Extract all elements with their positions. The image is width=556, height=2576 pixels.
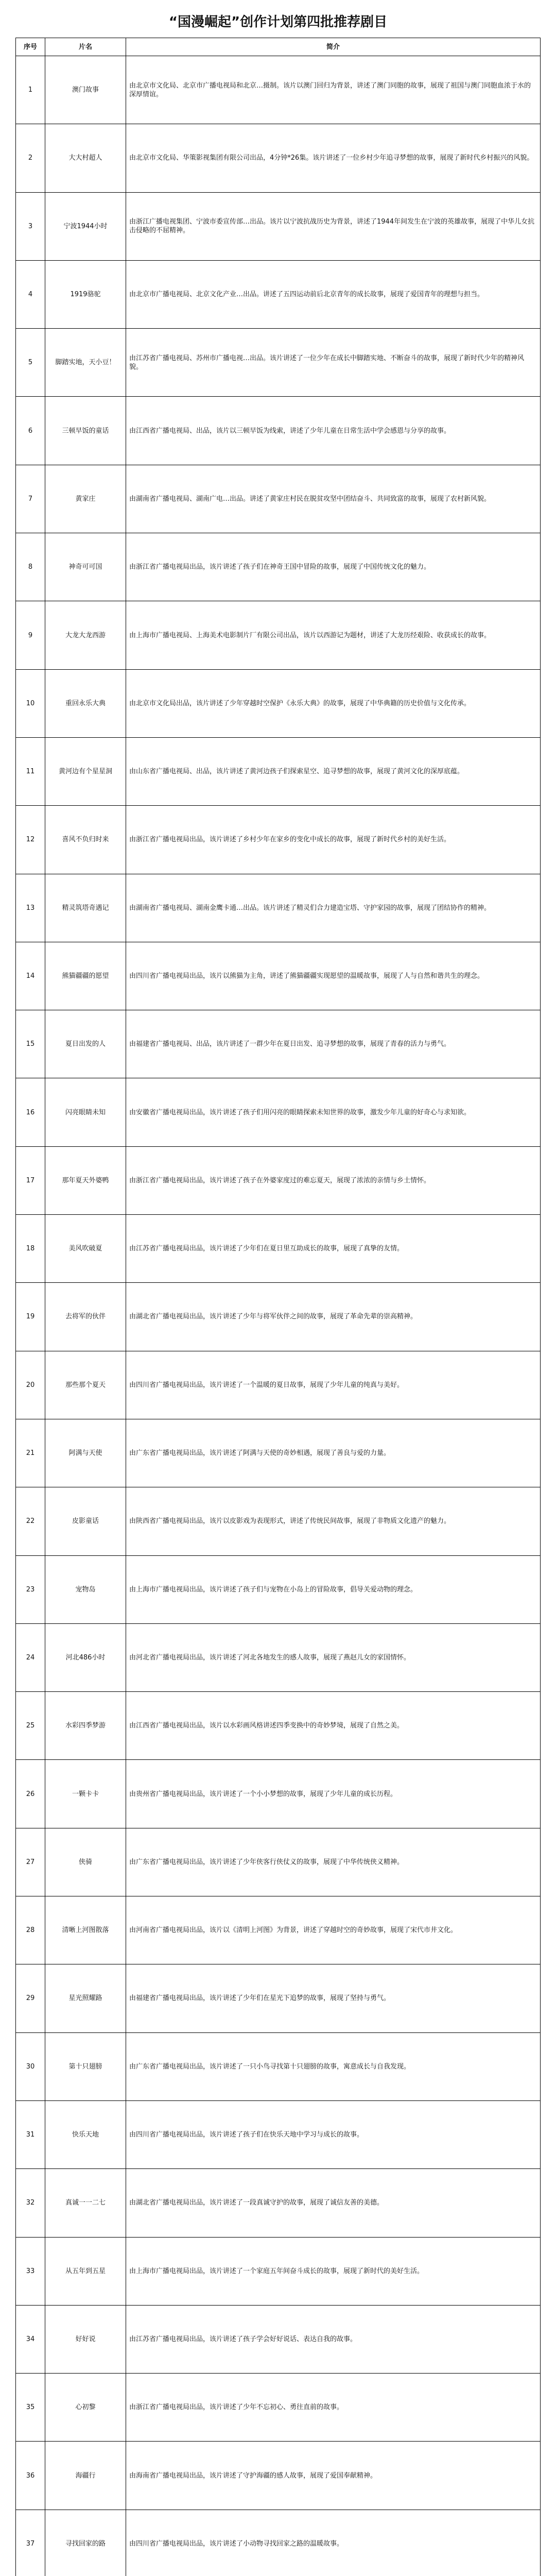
row-number: 30 [16,2032,45,2100]
row-description: 由四川省广播电视局出品，该片以熊猫为主角，讲述了熊猫疆疆实现愿望的温暖故事，展现了人与自然和谐共生的理念。 [126,942,541,1010]
row-description: 由北京市文化局、华策影视集团有限公司出品，4分钟*26集。该片讲述了一位乡村少年追寻梦想的故事，展现了新时代乡村振兴的风貌。 [126,124,541,192]
row-description: 由浙江省广播电视局出品，该片讲述了孩子在外婆家度过的难忘夏天，展现了浓浓的亲情与乡土情怀。 [126,1146,541,1214]
row-number: 29 [16,1964,45,2032]
table-row [16,874,541,942]
row-description: 由湖南省广播电视局、湖南金鹰卡通…出品。该片讲述了精灵们合力建造宝塔、守护家园的故事，展现了团结协作的精神。 [126,874,541,942]
table-row [16,2100,541,2168]
table-row [16,1010,541,1078]
table-row [16,1623,541,1691]
row-number: 9 [16,601,45,669]
table-row [16,192,541,260]
row-number: 20 [16,1351,45,1419]
row-title: 那年夏天外婆鸭 [45,1146,126,1214]
row-description: 由上海市广播电视局出品，该片讲述了一个家庭五年间奋斗成长的故事，展现了新时代的美好生活。 [126,2237,541,2305]
row-title: 从五年到五星 [45,2237,126,2305]
table-row [16,2374,541,2442]
recommendation-table [15,38,541,2576]
row-description: 由湖北省广播电视局出品，该片讲述了一段真诚守护的故事，展现了诚信友善的美德。 [126,2169,541,2237]
row-number: 2 [16,124,45,192]
row-title: 脚踏实地，天小豆！ [45,329,126,397]
row-description: 由北京市广播电视局、北京文化产业…出品。讲述了五四运动前后北京青年的成长故事，展现了爱国青年的理想与担当。 [126,260,541,328]
row-title: 精灵筑塔奇遇记 [45,874,126,942]
row-number: 37 [16,2510,45,2576]
row-title: 去将军的伙伴 [45,1283,126,1351]
row-description: 由广东省广播电视局出品，该片讲述了阿满与天使的奇妙相遇，展现了善良与爱的力量。 [126,1419,541,1487]
row-title: 喜风不负归时来 [45,806,126,874]
row-description: 由浙江广播电视集团、宁波市委宣传部…出品。该片以宁波抗战历史为背景，讲述了1944年间发生在宁波的英雄故事，展现了中华儿女抗击侵略的不屈精神。 [126,192,541,260]
row-description: 由四川省广播电视局出品，该片讲述了小动物寻找回家之路的温暖故事。 [126,2510,541,2576]
row-title: 一颗卡卡 [45,1760,126,1828]
table-row [16,1555,541,1623]
row-title: 清晰上河图散落 [45,1896,126,1964]
table-row [16,1964,541,2032]
table-body [16,56,541,2576]
document-title: “国漫崛起”创作计划第四批推荐剧目 [168,14,388,30]
table-row [16,1828,541,1896]
row-title: 神奇可可国 [45,533,126,601]
row-number: 18 [16,1215,45,1283]
row-number: 24 [16,1623,45,1691]
table-row [16,1419,541,1487]
row-number: 27 [16,1828,45,1896]
row-title: 三顿早饭的童话 [45,397,126,465]
table-row [16,2237,541,2305]
row-number: 15 [16,1010,45,1078]
row-number: 10 [16,669,45,737]
row-title: 大龙大龙西游 [45,601,126,669]
row-number: 22 [16,1487,45,1555]
row-number: 19 [16,1283,45,1351]
row-title: 星光照耀路 [45,1964,126,2032]
table-row [16,124,541,192]
row-number: 13 [16,874,45,942]
row-description: 由北京市文化局出品，该片讲述了少年穿越时空保护《永乐大典》的故事，展现了中华典籍的历史价值与文化传承。 [126,669,541,737]
row-number: 14 [16,942,45,1010]
row-title: 黄家庄 [45,465,126,533]
table-row [16,737,541,805]
row-description: 由上海市广播电视局、上海美术电影制片厂有限公司出品，该片以西游记为题材，讲述了大龙历经艰险、收获成长的故事。 [126,601,541,669]
row-title: 阿满与天使 [45,1419,126,1487]
table-row [16,533,541,601]
row-number: 3 [16,192,45,260]
row-title: 好好说 [45,2305,126,2373]
row-description: 由浙江省广播电视局出品，该片讲述了乡村少年在家乡的变化中成长的故事，展现了新时代乡村的美好生活。 [126,806,541,874]
table-row [16,465,541,533]
table-row [16,397,541,465]
row-title: 重回永乐大典 [45,669,126,737]
row-number: 28 [16,1896,45,1964]
row-description: 由贵州省广播电视局出品，该片讲述了一个小小梦想的故事，展现了少年儿童的成长历程。 [126,1760,541,1828]
row-number: 4 [16,260,45,328]
row-description: 由福建省广播电视局出品，该片讲述了少年们在星光下追梦的故事，展现了坚持与勇气。 [126,1964,541,2032]
row-title: 澳门故事 [45,56,126,124]
row-description: 由陕西省广播电视局出品，该片以皮影戏为表现形式，讲述了传统民间故事，展现了非物质文化遗产的魅力。 [126,1487,541,1555]
row-number: 32 [16,2169,45,2237]
row-number: 36 [16,2442,45,2510]
table-row [16,806,541,874]
row-description: 由江苏省广播电视局、苏州市广播电视…出品。该片讲述了一位少年在成长中脚踏实地、不断奋斗的故事，展现了新时代少年的精神风貌。 [126,329,541,397]
table-row [16,1215,541,1283]
row-number: 34 [16,2305,45,2373]
row-number: 21 [16,1419,45,1487]
row-description: 由山东省广播电视局、出品，该片讲述了黄河边孩子们探索星空、追寻梦想的故事，展现了黄河文化的深厚底蕴。 [126,737,541,805]
row-title: 心初黎 [45,2374,126,2442]
row-description: 由广东省广播电视局出品，该片讲述了少年侠客行侠仗义的故事，展现了中华传统侠义精神。 [126,1828,541,1896]
row-number: 6 [16,397,45,465]
row-number: 31 [16,2100,45,2168]
row-title: 第十只翅膀 [45,2032,126,2100]
table-row [16,2442,541,2510]
row-title: 水彩四季梦游 [45,1692,126,1760]
table-row [16,1896,541,1964]
row-title: 皮影童话 [45,1487,126,1555]
table-row [16,1078,541,1146]
row-title: 那些那个夏天 [45,1351,126,1419]
row-title: 闪亮眼睛未知 [45,1078,126,1146]
row-title: 快乐天地 [45,2100,126,2168]
row-description: 由湖南省广播电视局、湖南广电…出品。讲述了黄家庄村民在脱贫攻坚中团结奋斗、共同致富的故事，展现了农村新风貌。 [126,465,541,533]
table-row [16,56,541,124]
row-description: 由浙江省广播电视局出品，该片讲述了少年不忘初心、勇往直前的故事。 [126,2374,541,2442]
table-row [16,1760,541,1828]
row-number: 5 [16,329,45,397]
row-description: 由河北省广播电视局出品，该片讲述了河北各地发生的感人故事，展现了燕赵儿女的家国情怀。 [126,1623,541,1691]
row-description: 由广东省广播电视局出品，该片讲述了一只小鸟寻找第十只翅膀的故事，寓意成长与自我发现。 [126,2032,541,2100]
column-header-description: 简介 [126,38,541,56]
row-description: 由福建省广播电视局、出品，该片讲述了一群少年在夏日出发、追寻梦想的故事，展现了青春的活力与勇气。 [126,1010,541,1078]
row-number: 12 [16,806,45,874]
row-description: 由海南省广播电视局出品，该片讲述了守护海疆的感人故事，展现了爱国奉献精神。 [126,2442,541,2510]
column-header-number: 序号 [16,38,45,56]
row-number: 7 [16,465,45,533]
row-title: 美风吹破夏 [45,1215,126,1283]
row-title: 宠物岛 [45,1555,126,1623]
row-title: 海疆行 [45,2442,126,2510]
row-title: 熊猫疆疆的愿望 [45,942,126,1010]
row-description: 由四川省广播电视局出品，该片讲述了一个温暖的夏日故事，展现了少年儿童的纯真与美好。 [126,1351,541,1419]
row-title: 河北486小时 [45,1623,126,1691]
row-description: 由江西省广播电视局出品，该片以水彩画风格讲述四季变换中的奇妙梦境，展现了自然之美。 [126,1692,541,1760]
row-number: 1 [16,56,45,124]
table-row [16,669,541,737]
row-description: 由浙江省广播电视局出品，该片讲述了孩子们在神奇王国中冒险的故事，展现了中国传统文化的魅力。 [126,533,541,601]
table-row [16,1146,541,1214]
table-row [16,942,541,1010]
row-title: 黄河边有个星星洞 [45,737,126,805]
row-description: 由安徽省广播电视局出品，该片讲述了孩子们用闪亮的眼睛探索未知世界的故事，激发少年儿童的好奇心与求知欲。 [126,1078,541,1146]
table-row [16,1692,541,1760]
row-number: 25 [16,1692,45,1760]
column-header-title: 片名 [45,38,126,56]
row-description: 由四川省广播电视局出品，该片讲述了孩子们在快乐天地中学习与成长的故事。 [126,2100,541,2168]
table-row [16,601,541,669]
table-row [16,1351,541,1419]
row-description: 由湖北省广播电视局出品，该片讲述了少年与将军伙伴之间的故事，展现了革命先辈的崇高精神。 [126,1283,541,1351]
table-row [16,2305,541,2373]
table-row [16,2510,541,2576]
row-description: 由北京市文化局、北京市广播电视局和北京…摄制。该片以澳门回归为背景，讲述了澳门同胞的故事，展现了祖国与澳门同胞血浓于水的深厚情谊。 [126,56,541,124]
row-number: 8 [16,533,45,601]
row-title: 真诚一一二七 [45,2169,126,2237]
row-number: 35 [16,2374,45,2442]
table-row [16,2169,541,2237]
row-title: 寻找回家的路 [45,2510,126,2576]
table-row [16,260,541,328]
row-number: 23 [16,1555,45,1623]
row-number: 33 [16,2237,45,2305]
table-header-row [16,38,541,56]
row-description: 由江西省广播电视局、出品，该片以三顿早饭为线索，讲述了少年儿童在日常生活中学会感恩与分享的故事。 [126,397,541,465]
row-description: 由上海市广播电视局出品，该片讲述了孩子们与宠物在小岛上的冒险故事，倡导关爱动物的理念。 [126,1555,541,1623]
table-row [16,329,541,397]
row-number: 26 [16,1760,45,1828]
row-description: 由江苏省广播电视局出品，该片讲述了孩子学会好好说话、表达自我的故事。 [126,2305,541,2373]
row-number: 17 [16,1146,45,1214]
row-title: 宁波1944小时 [45,192,126,260]
row-title: 大大村超人 [45,124,126,192]
row-description: 由江苏省广播电视局出品，该片讲述了少年们在夏日里互助成长的故事，展现了真挚的友情。 [126,1215,541,1283]
row-number: 11 [16,737,45,805]
row-title: 1919骆驼 [45,260,126,328]
table-row [16,2032,541,2100]
table-row [16,1283,541,1351]
row-title: 侠骑 [45,1828,126,1896]
row-description: 由河南省广播电视局出品，该片以《清明上河图》为背景，讲述了穿越时空的奇妙故事，展现了宋代市井文化。 [126,1896,541,1964]
row-title: 夏日出发的人 [45,1010,126,1078]
row-number: 16 [16,1078,45,1146]
table-row [16,1487,541,1555]
